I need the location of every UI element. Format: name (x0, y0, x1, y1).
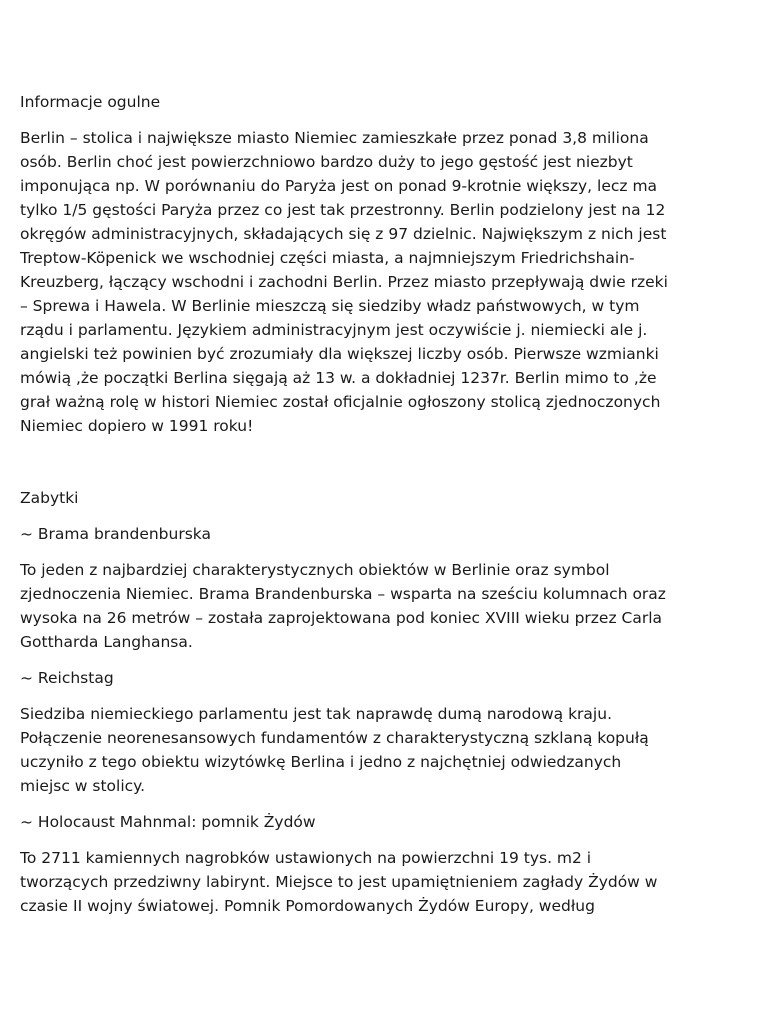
paragraph-line: Siedziba niemieckiego parlamentu jest tak naprawdę dumą narodową kraju. (20, 705, 612, 723)
monument-title-reichstag: ~ Reichstag (20, 669, 114, 687)
paragraph-line: osób. Berlin choć jest powierzchniowo bardzo duży to jego gęstość jest niezbyt (20, 153, 633, 171)
paragraph-line: Kreuzberg, łączący wschodni i zachodni Berlin. Przez miasto przepływają dwie rzeki (20, 273, 668, 291)
paragraph-line: Treptow-Köpenick we wschodniej części miasta, a najmniejszym Friedrichshain- (20, 249, 635, 267)
paragraph-line: okręgów administracyjnych, składających się z 97 dzielnic. Największym z nich jest (20, 225, 667, 243)
paragraph-line: Niemiec dopiero w 1991 roku! (20, 417, 254, 435)
section-heading-monuments: Zabytki (20, 489, 79, 507)
paragraph-line: zjednoczenia Niemiec. Brama Brandenburska – wsparta na sześciu kolumnach oraz (20, 585, 666, 603)
paragraph-line: – Sprewa i Hawela. W Berlinie mieszczą się siedziby władz państwowych, w tym (20, 297, 640, 315)
monument-title-holocaust-memorial: ~ Holocaust Mahnmal: pomnik Żydów (20, 813, 316, 831)
paragraph-line: Połączenie neorenesansowych fundamentów z charakterystyczną szklaną kopułą (20, 729, 649, 747)
paragraph-line: miejsc w stolicy. (20, 777, 146, 795)
monument-paragraph-brandenburg-gate (20, 558, 680, 654)
paragraph-line: wysoka na 26 metrów – została zaprojektowana pod koniec XVIII wieku przez Carla (20, 609, 663, 627)
paragraph-line: Gottharda Langhansa. (20, 633, 193, 651)
paragraph-line: uczyniło z tego obiektu wizytówkę Berlina i jedno z najchętniej odwiedzanych (20, 753, 622, 771)
paragraph-line: tylko 1/5 gęstości Paryża przez co jest tak przestronny. Berlin podzielony jest na 12 (20, 201, 666, 219)
monument-paragraph-holocaust-memorial (20, 846, 680, 918)
paragraph-line: Berlin – stolica i największe miasto Niemiec zamieszkałe przez ponad 3,8 miliona (20, 129, 649, 147)
paragraph-line: mówią ,że początki Berlina sięgają aż 13 w. a dokładniej 1237r. Berlin mimo to ,że (20, 369, 657, 387)
paragraph-line: To jeden z najbardziej charakterystycznych obiektów w Berlinie oraz symbol (20, 561, 610, 579)
paragraph-line: grał ważną rolę w histori Niemiec został oficjalnie ogłoszony stolicą zjednoczonych (20, 393, 661, 411)
section-heading-general: Informacje ogulne (20, 93, 161, 111)
monument-paragraph-reichstag (20, 702, 680, 798)
monument-title-brandenburg-gate: ~ Brama brandenburska (20, 525, 211, 543)
general-paragraph (20, 126, 680, 438)
paragraph-line: imponująca np. W porównaniu do Paryża jest on ponad 9-krotnie większy, lecz ma (20, 177, 658, 195)
paragraph-line: czasie II wojny światowej. Pomnik Pomordowanych Żydów Europy, według (20, 897, 595, 915)
paragraph-line: angielski też powinien być zrozumiały dla większej liczby osób. Pierwsze wzmianki (20, 345, 659, 363)
paragraph-line: tworzących przedziwny labirynt. Miejsce to jest upamiętnieniem zagłady Żydów w (20, 873, 658, 891)
paragraph-line: rządu i parlamentu. Językiem administracyjnym jest oczywiście j. niemiecki ale j. (20, 321, 648, 339)
document-page (20, 90, 680, 930)
section-gap (20, 450, 680, 486)
paragraph-line: To 2711 kamiennych nagrobków ustawionych na powierzchni 19 tys. m2 i (20, 849, 592, 867)
